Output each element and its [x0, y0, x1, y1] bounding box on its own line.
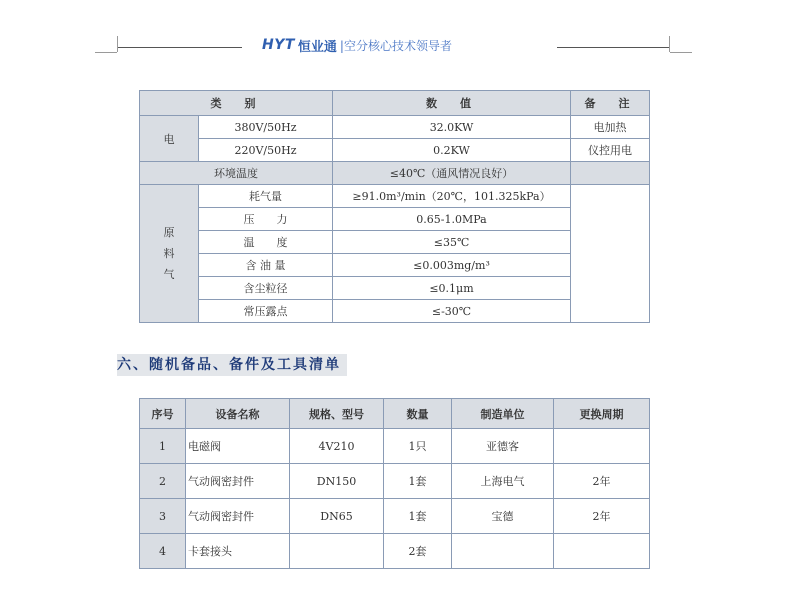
table-row	[140, 116, 650, 139]
cell-model	[290, 534, 384, 569]
table-row	[140, 139, 650, 162]
crop-mark-top-right-h	[670, 52, 692, 53]
parameters-table	[139, 90, 650, 323]
spare-parts-table	[139, 398, 650, 569]
cell-no: 1	[140, 429, 186, 464]
cell-label: 含 油 量	[199, 254, 333, 277]
header-no: 序号	[140, 399, 186, 429]
cell-maker: 宝德	[452, 499, 554, 534]
table-row	[140, 185, 650, 208]
cell-label: 耗气量	[199, 185, 333, 208]
cell-label: 温 度	[199, 231, 333, 254]
table-row	[140, 429, 650, 464]
cell-maker	[452, 534, 554, 569]
cell-value: 32.0KW	[333, 116, 571, 139]
header-name: 设备名称	[186, 399, 290, 429]
cell-note-empty	[571, 185, 650, 323]
cell-label: 常压露点	[199, 300, 333, 323]
cell-spec: 380V/50Hz	[199, 116, 333, 139]
cell-maker: 上海电气	[452, 464, 554, 499]
cell-cycle: 2年	[554, 464, 650, 499]
logo-company-name: 恒业通	[297, 39, 337, 55]
cell-name: 气动阀密封件	[186, 499, 290, 534]
crop-mark-top-left	[117, 36, 118, 52]
table-row	[140, 499, 650, 534]
cell-qty: 1只	[384, 429, 452, 464]
cell-label: 含尘粒径	[199, 277, 333, 300]
cell-value: ≤40℃（通风情况良好）	[333, 162, 571, 185]
group-char: 料	[163, 247, 175, 260]
cell-qty: 2套	[384, 534, 452, 569]
cell-value: ≤0.003mg/m³	[333, 254, 571, 277]
cell-cycle	[554, 534, 650, 569]
header-qty: 数量	[384, 399, 452, 429]
table-row	[140, 464, 650, 499]
cell-note	[571, 162, 650, 185]
cell-value: ≤-30℃	[333, 300, 571, 323]
cell-value: 0.2KW	[333, 139, 571, 162]
cell-no: 2	[140, 464, 186, 499]
cell-label: 环境温度	[140, 162, 333, 185]
section-heading: 六、随机备品、备件及工具清单	[117, 354, 347, 376]
header-rule-left	[118, 47, 242, 48]
cell-no: 3	[140, 499, 186, 534]
cell-value: ≥91.0m³/min（20℃，101.325kPa）	[333, 185, 571, 208]
header-rule-right	[557, 47, 669, 48]
table-header-row	[140, 91, 650, 116]
logo-mark: HYT	[262, 37, 295, 53]
cell-cycle: 2年	[554, 499, 650, 534]
cell-name: 气动阀密封件	[186, 464, 290, 499]
cell-cycle	[554, 429, 650, 464]
cell-value: ≤35℃	[333, 231, 571, 254]
cell-label: 压 力	[199, 208, 333, 231]
header-model: 规格、型号	[290, 399, 384, 429]
header-slogan: |空分核心技术领导者	[339, 38, 452, 53]
group-raw-gas	[140, 185, 199, 323]
header-cycle: 更换周期	[554, 399, 650, 429]
group-char: 原	[163, 226, 175, 239]
cell-name: 卡套接头	[186, 534, 290, 569]
cell-maker: 亚德客	[452, 429, 554, 464]
cell-model: DN150	[290, 464, 384, 499]
cell-model: DN65	[290, 499, 384, 534]
cell-qty: 1套	[384, 464, 452, 499]
cell-value: ≤0.1μm	[333, 277, 571, 300]
cell-model: 4V210	[290, 429, 384, 464]
crop-mark-top-left-h	[95, 52, 117, 53]
group-char: 气	[163, 268, 175, 281]
cell-qty: 1套	[384, 499, 452, 534]
cell-value: 0.65-1.0MPa	[333, 208, 571, 231]
cell-spec: 220V/50Hz	[199, 139, 333, 162]
table-header-row	[140, 399, 650, 429]
crop-mark-top-right	[669, 36, 670, 52]
cell-note: 电加热	[571, 116, 650, 139]
cell-name: 电磁阀	[186, 429, 290, 464]
header-note: 备 注	[571, 91, 650, 116]
header-maker: 制造单位	[452, 399, 554, 429]
table-row	[140, 162, 650, 185]
company-logo	[262, 34, 452, 56]
cell-no: 4	[140, 534, 186, 569]
cell-note: 仪控用电	[571, 139, 650, 162]
header-category: 类 别	[140, 91, 333, 116]
header-value: 数 值	[333, 91, 571, 116]
group-electric: 电	[140, 116, 199, 162]
table-row	[140, 534, 650, 569]
